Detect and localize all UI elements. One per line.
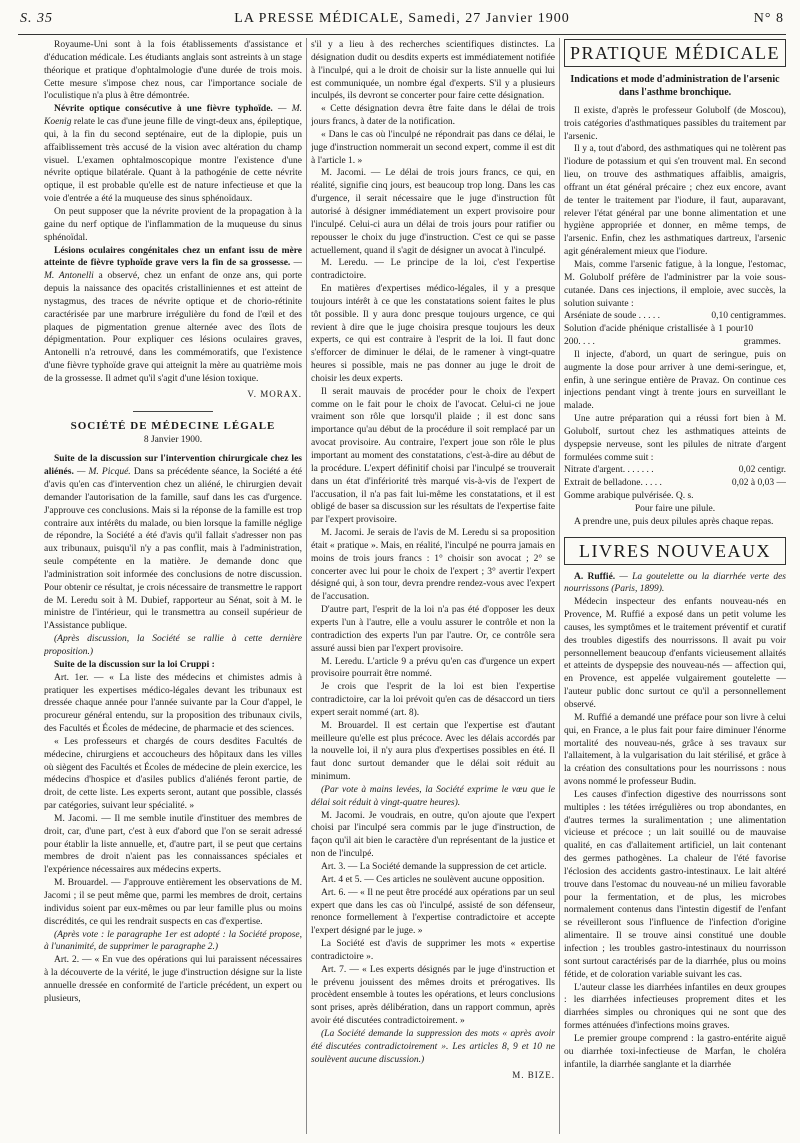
dose: 0,02 centigr. — [738, 465, 786, 476]
separator — [133, 411, 213, 412]
paragraph: D'autre part, l'esprit de la loi n'a pas été d'opposer les deux experts l'un à l'autre, elle a voulu assurer le contrôle et non la contradiction des experts l'un par l'autre. Or, ce contrôle sera assuré aussi bien par l'expert provisoire. — [311, 605, 555, 654]
page-header — [18, 3, 786, 33]
paragraph: En matières d'expertises médico-légales, il y a presque toujours intérêt à ce que les constatations soient faites le plus tôt possible. Il y aura donc presque toujours urgence, ce qui revient à dire que le juge choisira presque toujours les deux experts, ce qui est contraire à l'esprit de la loi. Il faut donc s'efforcer de diminuer le délai, de le ramener à vingt-quatre heures si possible, mais ne pas donner au juge le droit de choisir les deux experts. — [311, 284, 555, 384]
discussion-title: Suite de la discussion sur la loi Cruppi : — [54, 659, 215, 670]
paragraph: Je crois que l'esprit de la loi est bien l'expertise contradictoire, car la loi prévoit qu'en cas de désaccord un tiers expert serait nommé (art. 8). — [311, 682, 555, 718]
column-left — [44, 39, 302, 1135]
discussion-text: Dans sa précédente séance, la Société a été d'avis qu'en cas d'intervention chez un aliéné, le chirurgien devait demander l'autorisation de la famille, sauf dans les cas d'urgence. J'approuve ces conclusions. Mais si la réponse de la famille est trop contraire aux intérêts du malade, ou bien lorsque la famille néglige de répondre, la Société a été d'avis qu'il fallait s'adresser non pas aux tribunaux, puisqu'il n'y a pas conflit, mais à l'administration, seule compétente en la matière. Je demande donc que l'administration soit informée des conclusions de notre discussion. Pour obtenir ce résultat, je crois nécessaire de transmettre le rapport de M. Leredu soit à M. Dubief, rapporteur au Sénat, soit à M. le ministre de l'intérieur, qui le transmettra au conseil supérieur de l'Assistance publique. — [44, 467, 302, 632]
paragraph: Il y a, tout d'abord, des asthmatiques qui ne tolèrent pas l'iodure de potassium et qui s'en trouvent mal. En second lieu, on trouve des asthmatiques affaiblis, amaigris, offrant un état général précaire ; chez eux encore, avant de tenter le traitement par l'iodure, il faut, auparavant, relever l'état général par une bonne alimentation et une hygiène appropriée et donner, en même temps, de l'arsenic. Enfin, chez les asthmatiques dartreux, l'arsenic agit généralement mieux que l'iodure. — [564, 144, 786, 258]
ingredient: Nitrate d'argent. . . . . . . — [564, 465, 654, 476]
ingredient: Solution d'acide phénique cristallisée à 1 pour 200. . . . — [564, 324, 744, 348]
section-box-pratique: PRATIQUE MÉDICALE — [564, 39, 786, 67]
paragraph: Une autre préparation qui a réussi fort bien à M. Golubolf, surtout chez les asthmatiques atteints de dyspepsie nerveuse, sont les pilules de nitrate d'argent formulées comme suit : — [564, 414, 786, 463]
ingredient: Extrait de belladone. . . . . — [564, 478, 662, 489]
paragraph: Art. 1er. — « La liste des médecins et chimistes admis à pratiquer les expertises médico-légales devant les tribunaux est dressée chaque année pour l'année suivante par la Cour d'appel, le procureur général entendu, sur la proposition des tribunaux civils, des Facultés et Écoles de médecine, de pharmacie et des sciences. — [44, 672, 302, 735]
paragraph: M. Ruffié a demandé une préface pour son livre à celui qui, en France, a le plus fait pour faire diminuer l'énorme mortalité des nouveau-nés, grâce à ses travaux sur l'allaitement, à la vulgarisation du lait stérilisé, et grâce à la création des consultations pour les nourrissons : nous avons nommé le professeur Budin. — [564, 712, 786, 788]
paragraph: « Cette désignation devra être faite dans le délai de trois jours francs, à dater de la notification. — [311, 104, 555, 128]
discussion-title: Suite de la discussion sur l'intervention chirurgicale chez les aliénés. — [44, 454, 302, 478]
article-text: relate le cas d'une jeune fille de vingt-deux ans, épileptique, qui, à la fin du second septénaire, eut de la diplopie, puis un affaiblissement très accusé de la vision avec altération du champ visuel. L'examen ophtalmoscopique montre l'existence d'une névrite optique bilatérale. Quant à la pathogénie de cette névrite optique, il est probable qu'elle est de nature infectieuse et que la voie d'entrée a été la muqueuse des sinus sphénoïdaux. — [44, 117, 302, 205]
paragraph: Art. 2. — « En vue des opérations qui lui paraissent nécessaires à la découverte de la vérité, le juge d'instruction désigne sur la liste annuelle dressée en conformité de l'article précédent, un expert ou plusieurs, — [44, 955, 302, 1004]
signature: M. BIZE. — [512, 1069, 555, 1080]
paragraph: Royaume-Uni sont à la fois établissements d'assistance et d'éducation médicale. Les étudiants anglais sont astreints à un stage théorique et pratique d'ophtalmologie d'une durée de trois mois. Cette mesure s'impose chez nous, car l'importance sociale de l'oculistique n'a plus à être démontrée. — [44, 40, 302, 102]
book-review — [564, 571, 786, 597]
paragraph: M. Jacomi. Je serais de l'avis de M. Leredu si sa proposition était « pratique ». Mais, en réalité, l'inculpé ne pourra jamais en moins de trois jours francs : 1° choisir son avocat ; 2° se concerter avec lui pour le choix de l'expert ; 3° avertir l'expert désigné qui, à son tour, devra prendre rendez-vous avec l'expert de l'accusation. — [311, 528, 555, 603]
paragraph: Art. 3. — La Société demande la suppression de cet article. — [321, 862, 547, 872]
dose: 0,02 à 0,03 — — [731, 478, 786, 489]
paragraph: Il injecte, d'abord, un quart de seringue, puis on augmente la dose pour arriver à une demi-seringue, et, enfin, à une seringue entière de Pravaz. On continue ces injections pendant vingt à trente jours en surveillant le malade. — [564, 349, 786, 412]
journal-title: LA PRESSE MÉDICALE, Samedi, 27 Janvier 1900 — [234, 11, 570, 26]
note: (La Société demande la suppression des mots « après avoir été discutées contradictoirement ». Les articles 8, 9 et 10 ne soulèvent aucune discussion.) — [311, 1028, 555, 1065]
paragraph: Les causes d'infection digestive des nourrissons sont multiples : les tétées irrégulières ou trop abondantes, en d'autres termes la suralimentation ; une alimentation vicieuse et précoce ; un lait souillé ou de mauvaise qualité, en cas d'allaitement artificiel, un lait contenant des germes pathogènes. La chaleur de l'été favorise l'éclosion des accidents gastro-intestinaux. Le lait altéré trouve dans l'estomac du nouveau-né un milieu favorable pour la fermentation, et de plus, les microbes normalement contenus dans l'intestin digestif de l'enfant se réveilleront sous l'influence de l'infection d'origine alimentaire. Il se trouve ainsi constitué une double infection ; les troubles gastro-intestinaux du nourrisson sont surtout caractérisés par de la diarrhée, plus ou moins fétide, et de coloration variable suivant les cas. — [564, 789, 786, 980]
paragraph: Art. 6. — « Il ne peut être procédé aux opérations par un seul expert que dans les cas où l'inculpé, assisté de son défenseur, renonce formellement à l'expertise contradictoire et accepte l'expert désigné par le juge. » — [311, 887, 555, 937]
paragraph: Art. 7. — « Les experts désignés par le juge d'instruction et le prévenu jouissent des mêmes droits et prérogatives. Ils procèdent ensemble à toutes les opérations, et leurs conclusions sont prises, après délibération, dans un rapport commun, après avoir été discutées contradictoirement. » — [311, 964, 555, 1027]
note: (Après discussion, la Société se rallie à cette dernière proposition.) — [44, 634, 302, 657]
issue-number: N° 8 — [753, 11, 784, 26]
author: — M. Antonelli — [44, 258, 302, 282]
article-text: a observé, chez un enfant de onze ans, qui porte depuis la naissance des opacités cristalliniennes et est atteint de nystagmus, des traces de névrite optique et de chorio-rétinite caractérisée par une marbrure irrégulière du fond de l'œil et des plaques de pigmentation grenue alternée avec des îlots de dépigmentation. Pour expliquer ces lésions oculaires graves, Antonelli n'a retrouvé, dans les commémoratifs, que l'existence d'une fièvre typhoïde grave qui atteignit la mère au quatrième mois de la grossesse. Il admet qu'il s'agit d'une lésion toxique. — [44, 271, 302, 384]
column-divider — [306, 38, 307, 1134]
column-divider — [559, 38, 560, 1134]
column-middle — [311, 39, 555, 1135]
speaker: — M. Picqué. — [76, 467, 131, 478]
paragraph: M. Brouardel. Il est certain que l'expertise est d'autant meilleure qu'elle est plus précoce. Avec les délais accordés par la nouvelle loi, il n'y aura plus d'expertises possibles en été. Il faut donc surtout demander que le délai soit réduit au minimum. — [311, 720, 555, 783]
author: — M. Koenig — [44, 104, 302, 128]
paragraph: On peut supposer que la névrite provient de la propagation à la gaine du nerf optique de l'inflammation de la muqueuse du sinus sphénoïdal. — [44, 206, 302, 243]
discussion-aliénés — [44, 453, 302, 633]
paragraph: « Les professeurs et chargés de cours desdites Facultés de médecine, chirurgiens et accoucheurs des hôpitaux dans les villes où siègent des Facultés et Écoles de médecine de plein exercice, les médecins d'hospice et d'asiles publics d'aliénés feront partie, de droit, de cette liste. Les experts seront, autant que possible, classés par catégories, suivant leur spécialité. » — [44, 736, 302, 812]
article-title: Névrite optique consécutive à une fièvre typhoïde. — [54, 104, 273, 115]
header-rule — [18, 34, 786, 35]
prescription-line — [564, 310, 786, 323]
paragraph: Art. 4 et 5. — Ces articles ne soulèvent aucune opposition. — [321, 874, 545, 885]
article-lesions — [44, 245, 302, 386]
prescription-line — [564, 464, 786, 477]
paragraph: « Dans le cas où l'inculpé ne répondrait pas dans ce délai, le juge d'instruction nommerait un second expert, comme il est dit à l'article 1. » — [311, 129, 555, 166]
paragraph: Le premier groupe comprend : la gastro-entérite aiguë ou diarrhée toxi-infectieuse de Marfan, le choléra infantile, la diarrhée sanglante et la diarrhée — [564, 1033, 786, 1070]
paragraph: M. Leredu. — Le principe de la loi, c'est l'expertise contradictoire. — [311, 258, 555, 282]
paragraph: Mais, comme l'arsenic fatigue, à la longue, l'estomac, M. Golubolf préfère de l'administrer par la voie sous-cutanée. Dans ces injections, il emploie, avec succès, la solution suivante : — [564, 259, 786, 309]
prescription-line — [564, 477, 786, 490]
paragraph: Médecin inspecteur des enfants nouveau-nés en Provence, M. Ruffié a exposé dans un petit volume les causes, les symptômes et le traitement préventif et curatif des troubles digestifs des nourrissons. Il avait pu voir personnellement beaucoup d'enfants vicieusement allaités et atteints de dyspepsie des nouveau-nés — affection qui, en Provence, est appelée vulgairement goutelette — l'auteur public donc surtout ce qu'il a personnellement observé. — [564, 597, 786, 710]
note: (Par vote à mains levées, la Société exprime le vœu que le délai soit réduit à vingt-quatre heures). — [311, 784, 555, 808]
section-date: 8 Janvier 1900. — [143, 435, 203, 446]
paragraph: M. Leredu. L'article 9 a prévu qu'en cas d'urgence un expert provisoire pourrait être nommé. — [311, 656, 555, 680]
section-box-livres: LIVRES NOUVEAUX — [564, 537, 786, 565]
paragraph: Il existe, d'après le professeur Golubolf (de Moscou), trois catégories d'asthmatiques passibles du traitement par l'arsenic. — [564, 105, 786, 142]
column-right — [564, 39, 786, 1135]
prescription-line: Pour faire une pilule. — [634, 504, 716, 514]
book-author: A. Ruffié. — [574, 571, 616, 582]
paragraph: A prendre une, puis deux pilules après chaque repas. — [574, 516, 774, 527]
signature: V. MORAX. — [247, 388, 302, 399]
article-nevrite — [44, 103, 302, 206]
paragraph: s'il y a lieu à des recherches scientifiques distinctes. La désignation dudit ou desdits experts est immédiatement notifiée à l'inculpé, qui a le droit de choisir sur la liste annuelle qui lui est communiquée, un nombre égal d'experts. S'il y a plusieurs inculpés, ils devront se concerter pour faire cette désignation. — [311, 40, 555, 102]
paragraph: M. Brouardel. — J'approuve entièrement les observations de M. Jacomi ; il se peut même que, parmi les membres de droit, certains individus soient par eux-mêmes ou par leur famille plus ou moins discrédités, ce qui les rendrait suspects en cas d'expertise. — [44, 878, 302, 927]
ingredient: Arséniate de soude . . . . . — [564, 311, 661, 322]
prescription-line: Gomme arabique pulvérisée. Q. s. — [564, 491, 694, 502]
article-title: Indications et mode d'administration de l'arsenic dans l'asthme bronchique. — [570, 73, 780, 98]
section-title: SOCIÉTÉ DE MÉDECINE LÉGALE — [70, 419, 276, 432]
book-title: — La goutelette ou la diarrhée verte des nourrissons (Paris, 1899). — [564, 571, 786, 595]
article-title: Lésions oculaires congénitales chez un enfant issu de mère atteinte de fièvre typhoïde grave vers la fin de sa grossesse. — [44, 245, 302, 269]
paragraph: M. Jacomi. — Il me semble inutile d'instituer des membres de droit, car, d'une part, c'est à eux d'abord que l'on se serait adressé pour établir la liste annuelle, et, d'autre part, il se peut que certains membres de droit n'aient pas les connaissances spéciales et l'expérience nécessaires aux médecins experts. — [44, 813, 302, 876]
dose: 0,10 centigrammes. — [711, 311, 786, 322]
paragraph: Il serait mauvais de procéder pour le choix de l'expert comme on le fait pour le choix de l'avocat. Celui-ci ne joue vraiment son rôle que lorsqu'il plaide ; il est donc sans importance qu'au début de la procédure il soit remplacé par un avocat provisoire. Au contraire, l'expert joue son rôle le plus important au moment des constatations, c'est-à-dire au début de la procédure. L'expert définitif choisi par l'inculpé se trouverait dans un état d'infériorité très marqué vis-à-vis de l'expert de l'accusation, il n'a pas fait lui-même les constatations, et il est obligé de baser sa discussion sur les résultats de l'expertise faite par l'expert provisoire. — [311, 386, 555, 526]
prescription-line — [564, 323, 786, 349]
note: (Après vote : le paragraphe 1er est adopté : la Société propose, à l'unanimité, de supprimer le paragraphe 2.) — [44, 929, 302, 953]
paragraph: La Société est d'avis de supprimer les mots « expertise contradictoire ». — [311, 939, 555, 962]
dose: 10 grammes. — [743, 324, 781, 348]
paragraph: M. Jacomi. — Le délai de trois jours francs, ce qui, en réalité, signifie cinq jours, est beaucoup trop long. Dans les cas d'urgence, il serait nécessaire que le juge d'instruction fût autorisé à désigner immédiatement un expert provisoire pour l'inculpé. Celui-ci aura un délai de trois jours pour ratifier ou repousser le choix du juge d'instruction. C'est ce qui se passe actuellement, quand il s'agit de désigner un avocat à l'inculpé. — [311, 168, 555, 256]
paragraph: M. Jacomi. Je voudrais, en outre, qu'on ajoute que l'expert choisi par l'inculpé sera commis par le juge d'instruction, de façon qu'il ait bien le caractère d'un représentant de la justice et non de l'inculpé. — [311, 810, 555, 860]
paragraph: L'auteur classe les diarrhées infantiles en deux groupes : les diarrhées infectieuses proprement dites et les diarrhées simples ou chroniques qui ne sont que des formes atténuées d'infections moins graves. — [564, 982, 786, 1032]
page-number: S. 35 — [20, 11, 53, 26]
